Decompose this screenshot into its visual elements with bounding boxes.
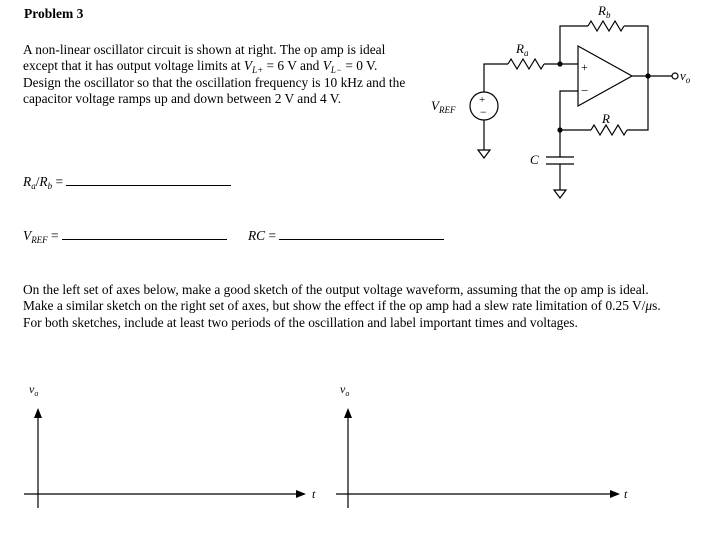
vref-label: $V_{REF}$ [431, 98, 456, 115]
vo-label: $v_o$ [680, 68, 691, 85]
vl-minus-symbol: V [322, 58, 331, 74]
right-xlabel: t [624, 487, 628, 501]
opamp-plus-label: + [581, 60, 588, 74]
r-resistor [591, 125, 627, 135]
minus-input-wire [560, 91, 578, 130]
left-xlabel: t [312, 487, 316, 501]
ra-resistor [508, 59, 544, 69]
mu-symbol: μ [645, 298, 653, 314]
rc-equals: = [265, 228, 280, 243]
right-ylabel: $v_o$ [340, 382, 350, 398]
c-label: C [530, 152, 539, 167]
right-x-arrow-icon [610, 490, 620, 498]
source-plus-label: + [479, 94, 486, 106]
plus-node-dot [557, 61, 562, 66]
rb-right-wire [624, 26, 648, 76]
minus-node-dot [557, 127, 562, 132]
vref-ground-icon [478, 150, 490, 158]
ratio-equals: = [52, 174, 67, 189]
vl-plus-subscript: L+ [252, 65, 264, 76]
rb-left-wire [560, 26, 588, 64]
right-axes [336, 382, 628, 508]
vl-plus-symbol: V [243, 58, 253, 74]
opamp-minus-label: − [581, 83, 589, 98]
rb-resistor [588, 21, 624, 31]
ra-label: $R_a$ [516, 41, 529, 58]
left-x-arrow-icon [296, 490, 306, 498]
vref-equals: = [47, 228, 62, 243]
vl-minus-subscript: L− [330, 65, 342, 76]
left-y-arrow-icon [34, 408, 42, 418]
intro-text-1: A non-linear oscillator circuit is shown at right. The op amp is ideal except that it has output voltage limits at [23, 42, 386, 74]
output-terminal [672, 73, 678, 79]
right-y-arrow-icon [344, 408, 352, 418]
source-minus-label: − [480, 105, 487, 119]
instructions-text-2: s. For both sketches, include at least two periods of the oscillation and label important times and voltages. [23, 298, 661, 330]
left-ylabel: $v_o$ [29, 382, 39, 398]
left-axes [24, 382, 316, 508]
rb-symbol: R [39, 174, 48, 189]
intro-text-2: = 6 V and [263, 58, 323, 74]
intro-text-3: = 0 V. Design the oscillator so that the oscillation frequency is 10 kHz and the capacitor voltage ramps up and down between 2 V and 4 V. [23, 58, 406, 106]
rc-answer-symbol: RC [248, 228, 266, 243]
vref-answer-subscript: REF [31, 235, 48, 245]
output-node-dot [645, 73, 650, 78]
ra-left-wire [484, 64, 508, 92]
instructions-text-1: On the left set of axes below, make a good sketch of the output voltage waveform, assuming that the op amp is ideal. Make a similar sketch on the right set of axes, but show the effect if the op amp had a slew rate limitation of 0.25 V/ [23, 282, 649, 314]
ra-symbol: R [23, 174, 32, 189]
vref-answer-symbol: V [23, 228, 32, 243]
ratio-slash: / [35, 174, 40, 189]
r-label: R [602, 111, 610, 126]
rb-label: $R_b$ [598, 3, 611, 20]
cap-ground-icon [554, 190, 566, 198]
rb-subscript: b [47, 181, 53, 191]
problem-title: Problem 3 [24, 6, 84, 21]
r-right-wire [627, 76, 648, 130]
ra-subscript: a [31, 181, 36, 191]
